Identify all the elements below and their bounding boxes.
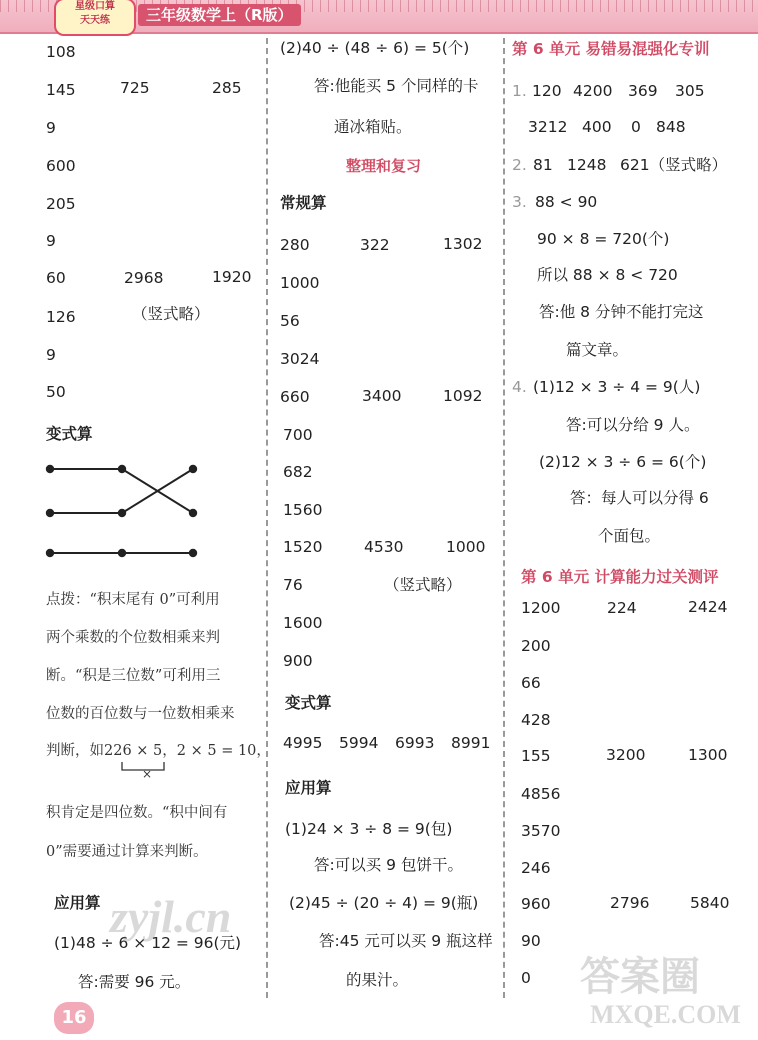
watermark-logo: 答案圈 [580, 954, 700, 999]
hint-line: 两个乘数的个位数相乘来判 [46, 630, 220, 646]
answer-value: 8991 [451, 734, 491, 752]
answer-sentence: 通冰箱贴。 [334, 118, 412, 136]
answer-note: （竖式略） [132, 305, 210, 323]
answer-value: 3024 [280, 350, 320, 368]
answer-value: 120 [532, 82, 562, 100]
match-dot [190, 510, 196, 516]
answer-value: 1092 [443, 387, 483, 405]
answer-value: 660 [280, 388, 310, 406]
column-divider-2 [503, 38, 505, 998]
answer-value: 126 [46, 308, 76, 326]
answer-value: 725 [120, 79, 150, 97]
answer-value: 9 [46, 346, 56, 364]
answer-value: 76 [283, 576, 303, 594]
answer-line: 90 × 8 = 720(个) [537, 230, 670, 248]
column-divider-1 [266, 38, 268, 998]
answer-value: 0 [631, 118, 641, 136]
answer-value: 280 [280, 236, 310, 254]
answer-value: 682 [283, 463, 313, 481]
hint-line: 位数的百位数与一位数相乘来 [46, 706, 235, 722]
answer-value: 1200 [521, 599, 561, 617]
section-heading: 变式算 [285, 694, 332, 712]
answer-value: 66 [521, 674, 541, 692]
answer-sentence: 答：每人可以分得 6 [570, 489, 709, 507]
answer-value: 1302 [443, 235, 483, 253]
answer-value: 200 [521, 637, 551, 655]
watermark-site: zyjl.cn [110, 891, 232, 942]
answer-value: 155 [521, 747, 551, 765]
answer-value: 2796 [610, 894, 650, 912]
answer-value: 4856 [521, 785, 561, 803]
unit-title: 第 6 单元 计算能力过关测评 [521, 568, 719, 586]
answer-value: 9 [46, 119, 56, 137]
answer-sentence: 的果汁。 [346, 971, 409, 989]
unit-title: 第 6 单元 易错易混强化专训 [512, 40, 710, 58]
answer-sentence: 答:可以分给 9 人。 [566, 416, 700, 434]
section-heading: 常规算 [280, 194, 327, 212]
answer-value: 1520 [283, 538, 323, 556]
hint-line: 0”需要通过计算来判断。 [46, 844, 208, 860]
answer-value: 3200 [606, 746, 646, 764]
equation: (2)45 ÷ (20 ÷ 4) = 9(瓶) [289, 894, 479, 912]
equation: (2)40 ÷ (48 ÷ 6) = 5(个) [280, 39, 470, 57]
answer-value: 1248 [567, 156, 607, 174]
answer-value: 700 [283, 426, 313, 444]
page-number-badge: 16 [54, 1002, 94, 1034]
equation: (1)48 ÷ 6 × 12 = 96(元) [54, 934, 242, 952]
question-number: 4. [512, 378, 527, 396]
answer-value: 900 [283, 652, 313, 670]
match-dot [47, 510, 53, 516]
answer-value: 2424 [688, 598, 728, 616]
answer-value: 848 [656, 118, 686, 136]
hint-line: 积肯定是四位数。“积中间有 [46, 805, 228, 821]
answer-value: 1000 [280, 274, 320, 292]
answer-value: 56 [280, 312, 300, 330]
answer-value: 5840 [690, 894, 730, 912]
question-number: 2. [512, 156, 527, 174]
answer-value: 1920 [212, 268, 252, 286]
answer-value: 205 [46, 195, 76, 213]
header-bar [0, 0, 758, 34]
answer-value: 4995 [283, 734, 323, 752]
book-title: 三年级数学上（R版） [138, 4, 301, 26]
answer-value: 60 [46, 269, 66, 287]
answer-value: 621（竖式略） [620, 156, 728, 174]
section-heading: 应用算 [285, 779, 332, 797]
matching-lines-diagram [40, 455, 210, 565]
answer-value: 369 [628, 82, 658, 100]
match-dot [47, 466, 53, 472]
answer-line: 所以 88 × 8 < 720 [537, 266, 678, 284]
answer-value: 4200 [573, 82, 613, 100]
answer-value: 1600 [283, 614, 323, 632]
match-dot [190, 550, 196, 556]
answer-value: 81 [533, 156, 553, 174]
answer-value: 0 [521, 969, 531, 987]
answer-value: 1000 [446, 538, 486, 556]
section-title: 整理和复习 [346, 157, 422, 175]
answer-note: （竖式略） [384, 576, 462, 594]
answer-value: 2968 [124, 269, 164, 287]
answer-value: 428 [521, 711, 551, 729]
answer-value: 600 [46, 157, 76, 175]
answer-value: 5994 [339, 734, 379, 752]
answer-value: 6993 [395, 734, 435, 752]
answer-value: 50 [46, 383, 66, 401]
multiply-mark: × [142, 767, 153, 781]
match-dot [190, 466, 196, 472]
hint-line: 断。“积是三位数”可利用三 [46, 668, 221, 684]
equation: (2)12 × 3 ÷ 6 = 6(个) [539, 453, 707, 471]
match-dot [119, 550, 125, 556]
answer-value: 1560 [283, 501, 323, 519]
answer-value: 400 [582, 118, 612, 136]
answer-value: 3570 [521, 822, 561, 840]
answer-sentence: 答:他 8 分钟不能打完这 [539, 303, 704, 321]
section-heading: 变式算 [46, 425, 93, 443]
question-number: 1. [512, 82, 527, 100]
answer-sentence: 答:他能买 5 个同样的卡 [314, 77, 479, 95]
answer-value: 1300 [688, 746, 728, 764]
answer-sentence: 答:45 元可以买 9 瓶这样 [319, 932, 493, 950]
logo-line-1: 星级口算 [75, 1, 115, 12]
series-logo [54, 0, 136, 36]
answer-value: 960 [521, 895, 551, 913]
answer-value: 3400 [362, 387, 402, 405]
answer-value: 90 [521, 932, 541, 950]
logo-line-2: 天天练 [80, 15, 110, 26]
equation: (1)12 × 3 ÷ 4 = 9(人) [533, 378, 701, 396]
answer-value: 9 [46, 232, 56, 250]
answer-sentence: 答:可以买 9 包饼干。 [314, 856, 463, 874]
answer-value: 246 [521, 859, 551, 877]
question-number: 3. [512, 193, 527, 211]
section-heading: 应用算 [54, 894, 101, 912]
answer-sentence: 篇文章。 [566, 341, 629, 359]
watermark-domain: MXQE.COM [590, 1000, 741, 1029]
equation: (1)24 × 3 ÷ 8 = 9(包) [285, 820, 453, 838]
match-dot [119, 466, 125, 472]
answer-line: 88 < 90 [535, 193, 598, 211]
answer-value: 224 [607, 599, 637, 617]
answer-sentence: 答:需要 96 元。 [78, 973, 191, 991]
match-dot [47, 550, 53, 556]
hint-line: 点拨：“积末尾有 0”可利用 [46, 592, 220, 608]
answer-value: 322 [360, 236, 390, 254]
answer-value: 285 [212, 79, 242, 97]
hint-line: 判断，如226 × 5，2 × 5 = 10， [46, 743, 271, 759]
answer-sentence: 个面包。 [598, 527, 661, 545]
answer-value: 305 [675, 82, 705, 100]
answer-value: 108 [46, 43, 76, 61]
answer-value: 3212 [528, 118, 568, 136]
match-dot [119, 510, 125, 516]
answer-value: 145 [46, 81, 76, 99]
answer-value: 4530 [364, 538, 404, 556]
